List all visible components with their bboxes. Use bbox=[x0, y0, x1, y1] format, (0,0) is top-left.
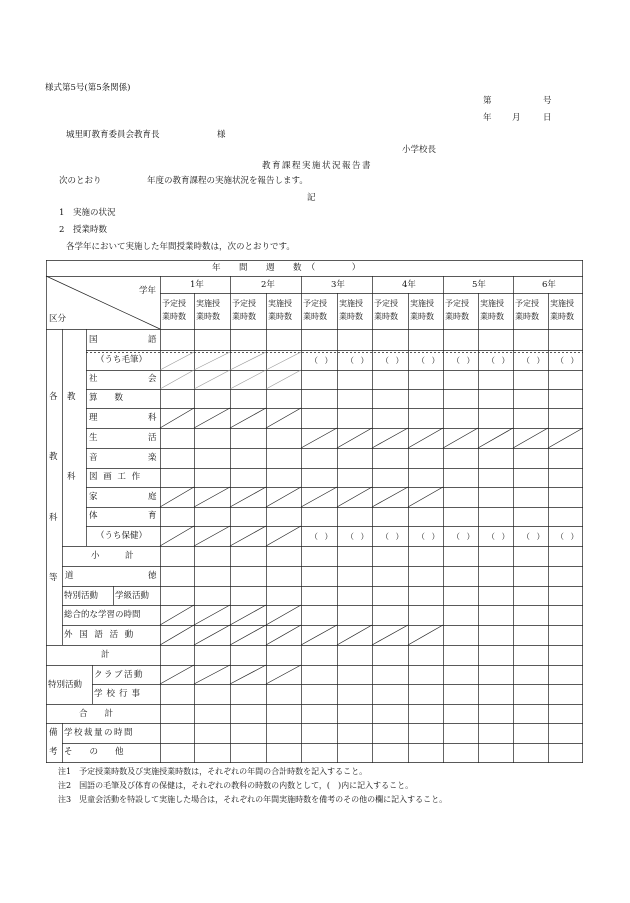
section-2-title: 授業時数 bbox=[73, 225, 108, 235]
health-paren: （ ） bbox=[381, 532, 406, 541]
actual-hours-header-line-1: 実施授 bbox=[339, 299, 363, 308]
planned-hours-header-line-1: 予定授 bbox=[162, 299, 186, 308]
actual-hours-header-line-1: 実施授 bbox=[268, 299, 292, 308]
actual-hours-header-line-2: 業時数 bbox=[480, 312, 504, 321]
subject-taiiku-2: 育 bbox=[148, 511, 157, 521]
subtotal-label: 小 計 bbox=[91, 551, 134, 561]
subject-zuga: 図 画 工 作 bbox=[89, 472, 142, 482]
intro-text: 年度の教育課程の実施状況を報告します。 bbox=[147, 176, 308, 186]
subject-kokugo-1: 国 bbox=[89, 335, 98, 345]
remarks-label-1: 備 bbox=[49, 728, 58, 738]
moral-label-2: 徳 bbox=[148, 571, 157, 581]
document-title: 教育課程実施状況報告書 bbox=[262, 161, 373, 171]
calligraphy-paren: （ ） bbox=[522, 356, 547, 365]
health-paren: （ ） bbox=[556, 532, 581, 541]
planned-hours-header-line-1: 予定授 bbox=[445, 299, 469, 308]
subject-seikatsu-1: 生 bbox=[89, 433, 98, 443]
grade-5-label: 5年 bbox=[472, 280, 486, 290]
section-1-number: 1 bbox=[59, 208, 65, 218]
subject-katei-1: 家 bbox=[89, 492, 98, 502]
subject-hoken: （うち保健） bbox=[96, 531, 148, 541]
health-paren: （ ） bbox=[310, 532, 335, 541]
group-kyouka-1: 教 bbox=[67, 392, 76, 402]
planned-hours-header-line-2: 業時数 bbox=[162, 312, 186, 321]
document-no-prefix: 第 bbox=[483, 96, 492, 106]
honorific: 様 bbox=[217, 130, 226, 140]
actual-hours-header-line-1: 実施授 bbox=[550, 299, 574, 308]
club-activities-label: クラブ活動 bbox=[94, 670, 145, 680]
subject-seikatsu-2: 活 bbox=[148, 433, 157, 443]
actual-hours-header-line-1: 実施授 bbox=[196, 299, 220, 308]
subject-taiiku-1: 体 bbox=[89, 511, 98, 521]
planned-hours-header-line-2: 業時数 bbox=[303, 312, 327, 321]
subject-rika-2: 科 bbox=[148, 413, 157, 423]
integrated-study-label: 総合的な学習の時間 bbox=[64, 610, 141, 620]
subject-kokugo-2: 語 bbox=[148, 335, 157, 345]
group-kaku-4: 等 bbox=[49, 573, 58, 583]
date-month: 月 bbox=[512, 113, 521, 123]
addressee: 城里町教育委員会教育長 bbox=[66, 130, 160, 140]
subject-shakai-2: 会 bbox=[148, 374, 157, 384]
calligraphy-paren: （ ） bbox=[556, 356, 581, 365]
actual-hours-header-line-1: 実施授 bbox=[410, 299, 434, 308]
actual-hours-header-line-2: 業時数 bbox=[550, 312, 574, 321]
date-day: 日 bbox=[543, 113, 552, 123]
note-1: 注1 予定授業時数及び実施授業時数は，それぞれの年間の合計時数を記入すること。 bbox=[58, 767, 368, 776]
school-events-label: 学校行事 bbox=[94, 689, 145, 699]
remarks-label-2: 考 bbox=[49, 747, 58, 757]
actual-hours-header-line-2: 業時数 bbox=[410, 312, 434, 321]
health-paren: （ ） bbox=[522, 532, 547, 541]
annual-weeks-header: 年 間 週 数 （ ） bbox=[212, 263, 361, 273]
grade-1-label: 1年 bbox=[190, 280, 204, 290]
actual-hours-header-line-1: 実施授 bbox=[480, 299, 504, 308]
planned-hours-header-line-1: 予定授 bbox=[232, 299, 256, 308]
school-discretion-label: 学校裁量の時間 bbox=[64, 728, 135, 738]
planned-hours-header-line-1: 予定授 bbox=[515, 299, 539, 308]
form-number: 様式第5号(第5条関係) bbox=[45, 83, 131, 93]
foreign-language-label: 外 国 語 活 動 bbox=[64, 630, 136, 640]
subject-katei-2: 庭 bbox=[148, 492, 157, 502]
grade-4-label: 4年 bbox=[402, 280, 416, 290]
planned-hours-header-line-1: 予定授 bbox=[303, 299, 327, 308]
special-activities-label-2: 特別活動 bbox=[48, 680, 83, 690]
planned-hours-header-line-2: 業時数 bbox=[232, 312, 256, 321]
planned-hours-header-line-1: 予定授 bbox=[374, 299, 398, 308]
actual-hours-header-line-2: 業時数 bbox=[268, 312, 292, 321]
grade-6-label: 6年 bbox=[542, 280, 556, 290]
subject-shakai-1: 社 bbox=[89, 374, 98, 384]
ki-mark: 記 bbox=[307, 193, 316, 203]
moral-label-1: 道 bbox=[65, 571, 74, 581]
total-label: 計 bbox=[101, 650, 110, 660]
section-2-text: 各学年において実施した年間授業時数は，次のとおりです。 bbox=[66, 242, 295, 252]
calligraphy-paren: （ ） bbox=[452, 356, 477, 365]
group-kyouka-2: 科 bbox=[67, 472, 76, 482]
group-kaku-1: 各 bbox=[49, 392, 58, 402]
actual-hours-header-line-2: 業時数 bbox=[339, 312, 363, 321]
health-paren: （ ） bbox=[346, 532, 371, 541]
section-2-number: 2 bbox=[59, 225, 65, 235]
health-paren: （ ） bbox=[452, 532, 477, 541]
subject-mouhitsu: （うち毛筆） bbox=[96, 355, 148, 365]
planned-hours-header-line-2: 業時数 bbox=[374, 312, 398, 321]
grade-corner-label: 学年 bbox=[139, 286, 157, 296]
calligraphy-paren: （ ） bbox=[417, 356, 442, 365]
grand-total-label: 合 計 bbox=[79, 709, 114, 719]
special-activities-label: 特別活動 bbox=[64, 591, 99, 601]
health-paren: （ ） bbox=[417, 532, 442, 541]
section-1-title: 実施の状況 bbox=[73, 208, 116, 218]
subject-rika-1: 理 bbox=[89, 413, 98, 423]
planned-hours-header-line-2: 業時数 bbox=[515, 312, 539, 321]
calligraphy-paren: （ ） bbox=[310, 356, 335, 365]
actual-hours-header-line-2: 業時数 bbox=[196, 312, 220, 321]
note-3: 注3 児童会活動を特設して実施した場合は，それぞれの年間実施時数を備考のその他の欄に記入すること。 bbox=[58, 795, 448, 804]
calligraphy-paren: （ ） bbox=[381, 356, 406, 365]
note-2: 注2 国語の毛筆及び体育の保健は，それぞれの教科の時数の内数として，( )内に記入すること。 bbox=[58, 781, 414, 790]
other-label: そ の 他 bbox=[64, 747, 124, 757]
document-no-suffix: 号 bbox=[543, 96, 552, 106]
sender: 小学校長 bbox=[402, 145, 437, 155]
group-kaku-2: 教 bbox=[49, 452, 58, 462]
planned-hours-header-line-2: 業時数 bbox=[445, 312, 469, 321]
grade-3-label: 3年 bbox=[331, 280, 345, 290]
subject-sansu: 算 数 bbox=[89, 393, 124, 403]
intro-prefix: 次のとおり bbox=[59, 176, 102, 186]
calligraphy-paren: （ ） bbox=[346, 356, 371, 365]
division-corner-label: 区分 bbox=[49, 314, 67, 324]
date-year: 年 bbox=[483, 113, 492, 123]
health-paren: （ ） bbox=[487, 532, 512, 541]
calligraphy-paren: （ ） bbox=[487, 356, 512, 365]
subject-ongaku-1: 音 bbox=[89, 453, 98, 463]
group-kaku-3: 科 bbox=[49, 513, 58, 523]
class-activities-label: 学級活動 bbox=[115, 591, 150, 601]
subject-ongaku-2: 楽 bbox=[148, 453, 157, 463]
grade-2-label: 2年 bbox=[261, 280, 275, 290]
